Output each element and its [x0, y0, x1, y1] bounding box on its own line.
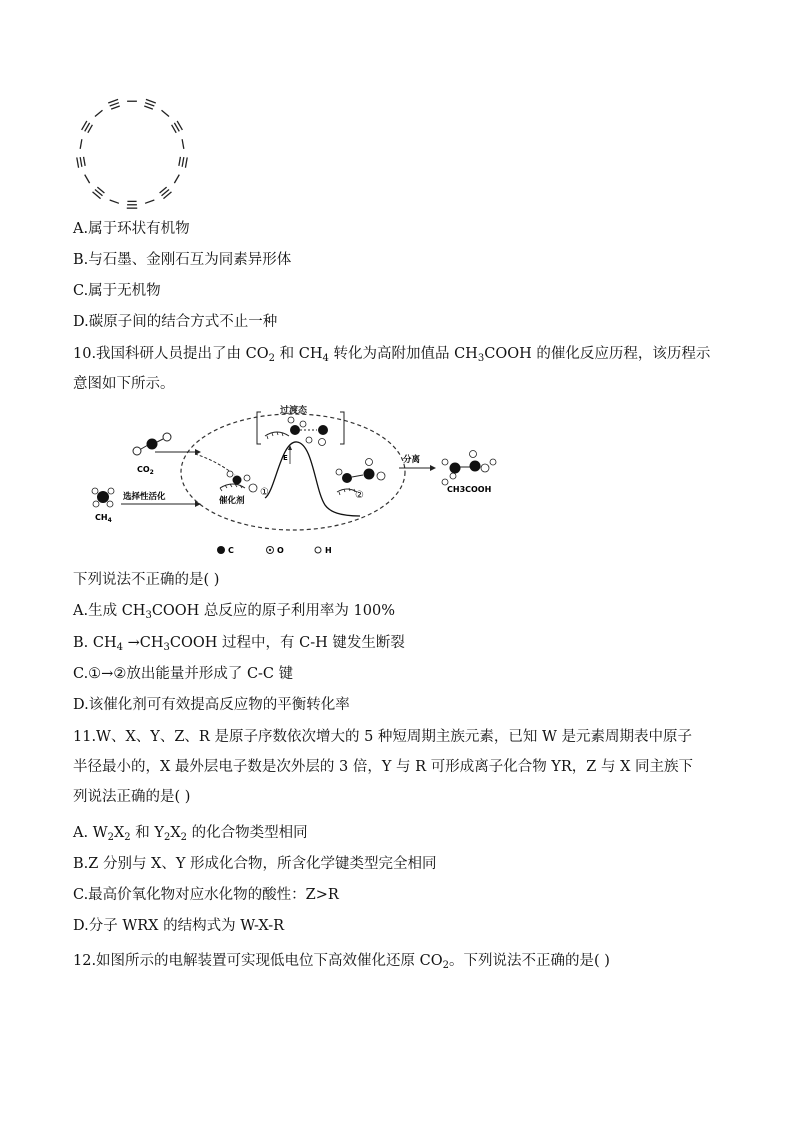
ring-bond: [179, 157, 181, 166]
ring-bond: [146, 99, 156, 103]
step-2-label: ②: [355, 490, 364, 501]
q9-option-a: A.属于环状有机物: [73, 221, 190, 237]
q9-option-c: C.属于无机物: [73, 283, 161, 299]
ring-bond: [77, 157, 79, 167]
reaction-mechanism-diagram: [85, 400, 515, 562]
energy-label: E: [283, 454, 288, 462]
legend-o: O: [277, 546, 284, 555]
ring-bond: [182, 139, 184, 149]
ch4-molecule: [92, 488, 114, 507]
ring-bond: [95, 110, 103, 116]
transition-state-label: 过渡态: [280, 406, 308, 416]
ring-bond: [80, 157, 82, 167]
q11-stem-line2: 半径最小的，X 最外层电子数是次外层的 3 倍，Y 与 R 可形成离子化合物 YR，Z 与 X 同主族下: [73, 759, 694, 775]
ring-bond: [84, 157, 86, 166]
activation-label: 选择性活化: [123, 492, 166, 502]
ring-bond: [144, 106, 153, 109]
ch3cooh-label: CH3COOH: [447, 485, 492, 494]
q11-option-a: A. $W_2X_2$ 和 $Y_2X_2$ 的化合物类型相同: [73, 825, 308, 843]
ring-bond: [80, 139, 82, 149]
ring-bond: [111, 106, 120, 109]
q11-option-d: D.分子 WRX 的结构式为 W-X-R: [73, 918, 285, 934]
legend-c: C: [228, 546, 234, 555]
legend-h: H: [325, 546, 332, 555]
ring-bond: [174, 175, 179, 184]
ring-bond: [110, 200, 119, 203]
ch3cooh-molecule: [442, 451, 496, 486]
ch4-label: $CH_4$: [95, 513, 112, 524]
q11-stem-line1: 11.W、X、Y、Z、R 是原子序数依次增大的 5 种短周期主族元素，已知 W 是元素周期表中原子: [73, 729, 693, 745]
q9-option-d: D.碳原子间的结合方式不止一种: [73, 314, 278, 330]
ring-bond: [108, 99, 118, 103]
ring-bond: [110, 103, 119, 106]
ring-bond: [162, 110, 170, 116]
q10-option-c: C.①→②放出能量并形成了 C-C 键: [73, 666, 294, 682]
ring-bond: [85, 175, 90, 184]
q11-stem-line3: 列说法正确的是( ): [73, 789, 191, 805]
co2-label: $CO_2$: [137, 465, 154, 476]
q11-option-b: B.Z 分别与 X、Y 形成化合物，所含化学键类型完全相同: [73, 856, 437, 872]
q10-option-a: A.生成 $CH_3COOH$ 总反应的原子利用率为 100%: [73, 603, 395, 621]
ring-bond: [185, 157, 187, 167]
ring-bond: [182, 157, 184, 167]
q9-option-b: B.与石墨、金刚石互为同素异形体: [73, 252, 292, 268]
catalyst-label: 催化剂: [219, 496, 245, 506]
q10-option-b: B. $CH_4$ $\to CH_3COOH$ 过程中，有 C-H 键发生断裂: [73, 635, 405, 653]
q10-stem-line1: 10.我国科研人员提出了由 $CO_2$ 和 $CH_4$ 转化为高附加值品 $CH_3COOH$ 的催化反应历程，该历程示: [73, 346, 711, 364]
q10-option-d: D.该催化剂可有效提高反应物的平衡转化率: [73, 697, 350, 713]
carbon-ring-figure: [70, 92, 194, 214]
q11-option-c: C.最高价氧化物对应水化物的酸性：Z>R: [73, 887, 339, 903]
separation-label: 分离: [403, 455, 421, 465]
q10-question: 下列说法不正确的是( ): [73, 572, 220, 588]
q10-stem-line2: 意图如下所示。: [73, 376, 175, 392]
ring-bond: [145, 103, 154, 106]
step-1-label: ①: [260, 487, 269, 498]
ring-bond: [145, 200, 154, 203]
q12-stem: 12.如图所示的电解装置可实现低电位下高效催化还原 $CO_2$。下列说法不正确的是( ): [73, 953, 610, 971]
